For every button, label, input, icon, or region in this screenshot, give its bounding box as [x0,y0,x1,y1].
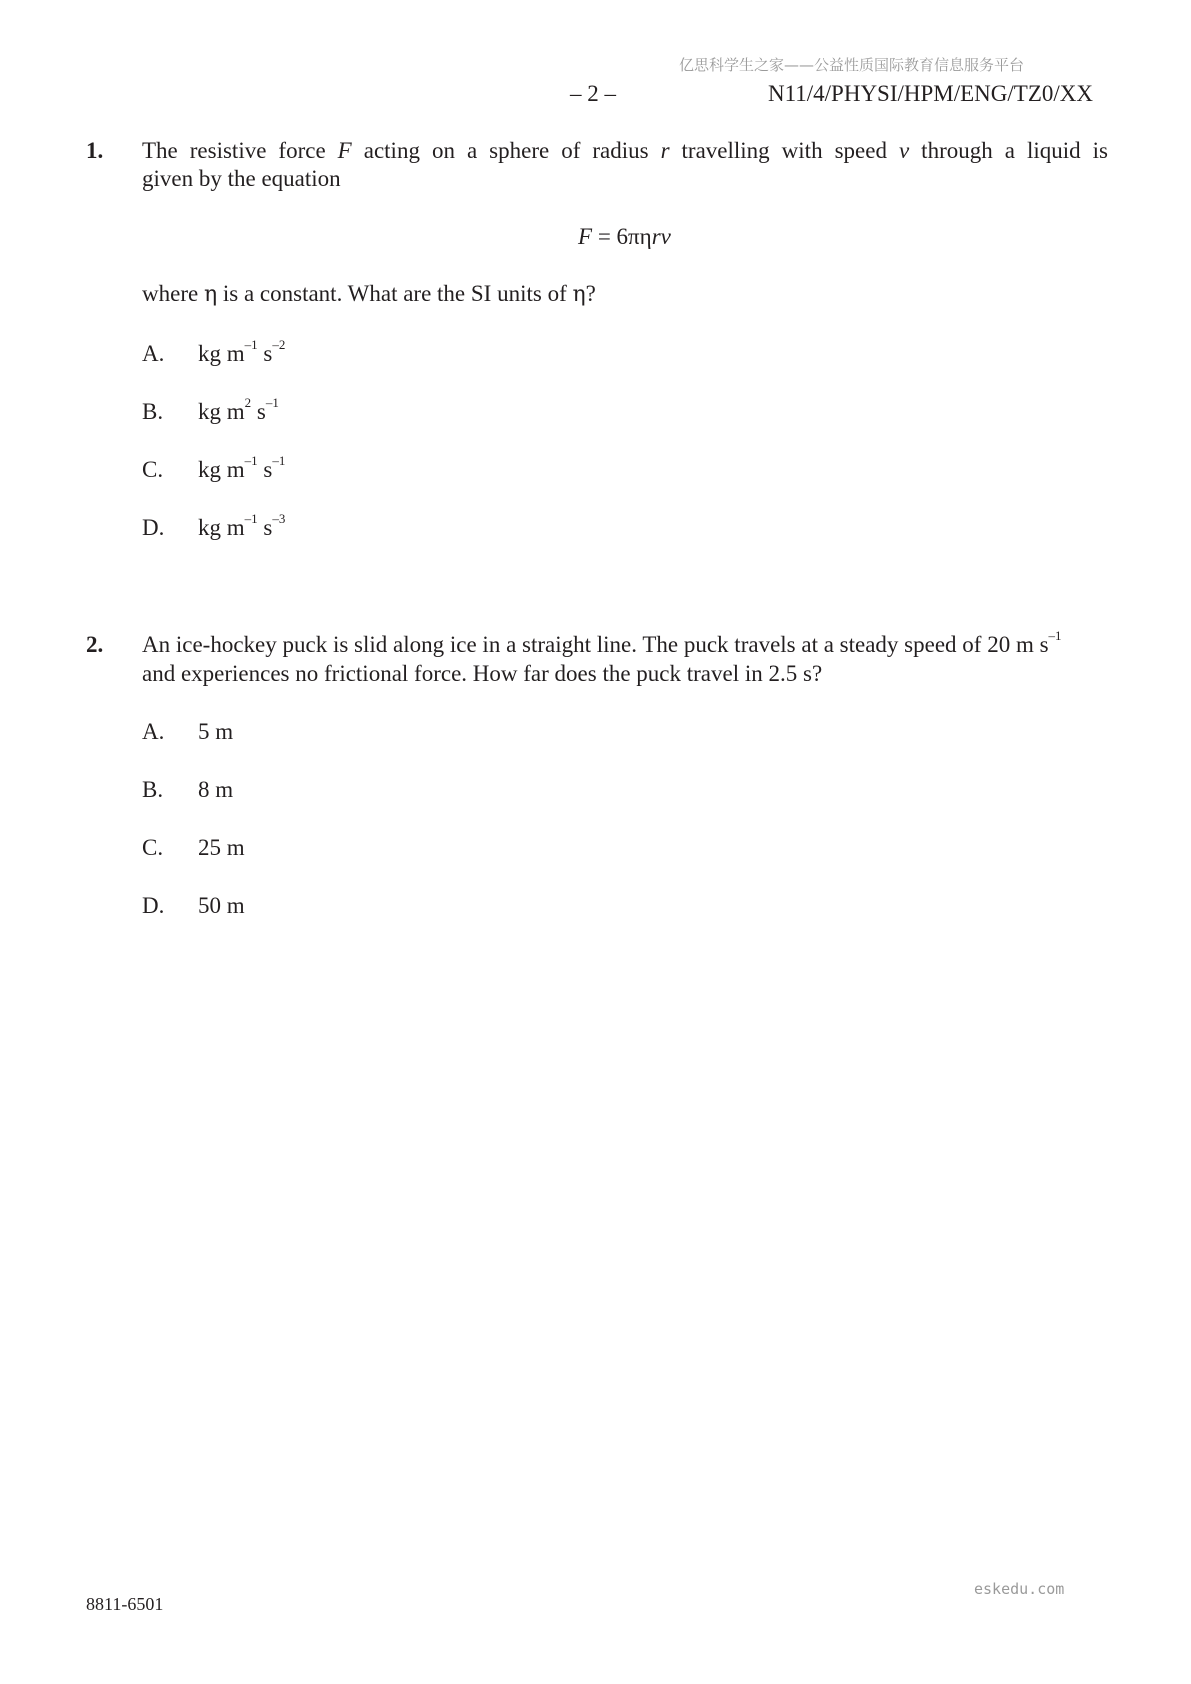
page-number: – 2 – [570,81,616,106]
question-2-option-a-value: 5 m [198,719,234,744]
question-2-text-line-1: An ice-hockey puck is slid along ice in a straight line. The puck travels at a steady speed of 20 m $s^{-1}$ [142,628,1062,657]
question-2-text-line-2: and experiences no frictional force. How far does the puck travel in 2.5 s? [142,661,823,686]
watermark-banner: 亿思科学生之家——公益性质国际教育信息服务平台 [679,56,1025,74]
question-1-text-line-2: given by the equation [142,166,341,191]
question-1-option-c-value: kg $m^{-1}$ $s^{-1}$ [198,453,286,482]
question-1-equation: F = 6πηrv [578,224,671,249]
question-2-option-c-value: 25 m [198,835,245,860]
question-1-option-a-value: kg $m^{-1}$ $s^{-2}$ [198,337,286,366]
question-2-option-d-value: 50 m [198,893,245,918]
question-2-option-c-letter: C. [142,835,164,860]
question-1-option-d-value: kg $m^{-1}$ $s^{-3}$ [198,511,286,540]
question-1-option-b-value: kg $m^2$ $s^{-1}$ [198,395,279,424]
question-1-option-b-letter: B. [142,399,164,424]
question-1-option-c-letter: C. [142,457,164,482]
question-1-option-d-letter: D. [142,515,165,540]
question-1-text-line-1: The resistive force F acting on a sphere of radius r travelling with speed v through a liquid is [142,138,1108,163]
question-1-option-a-letter: A. [142,341,165,366]
question-2-option-d-letter: D. [142,893,165,918]
question-2-number: 2. [86,632,104,657]
question-2-option-b-value: 8 m [198,777,234,802]
question-1-number: 1. [86,138,104,163]
exam-code: 8811-6501 [86,1594,164,1614]
question-1-follow-up: where η is a constant. What are the SI units of η? [142,281,596,307]
question-2-option-b-letter: B. [142,777,164,802]
paper-code: N11/4/PHYSI/HPM/ENG/TZ0/XX [768,81,1093,106]
watermark-site: eskedu.com [974,1580,1065,1598]
question-2-option-a-letter: A. [142,719,165,744]
